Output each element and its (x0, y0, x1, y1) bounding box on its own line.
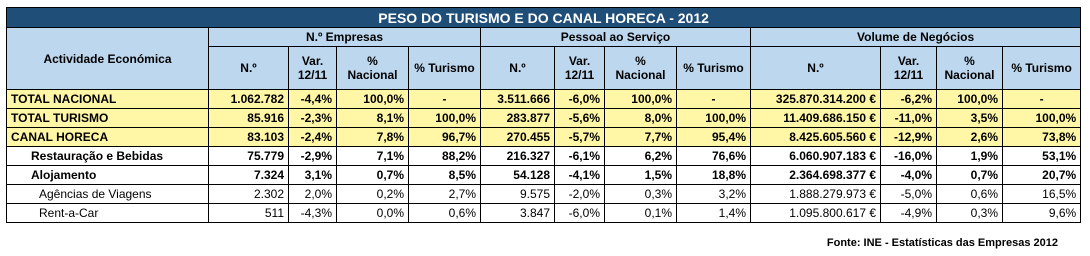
table-cell: 270.455 (481, 128, 555, 147)
table-row (7, 166, 1081, 185)
table-row (7, 204, 1081, 223)
row-label: Restauração e Bebidas (7, 147, 209, 166)
table-cell: - (1003, 90, 1081, 109)
table-cell: 100,0% (937, 90, 1003, 109)
header-group-volume: Volume de Negócios (751, 28, 1081, 47)
table-cell: 95,4% (677, 128, 751, 147)
table-cell: 0,6% (937, 185, 1003, 204)
table-cell: 1.888.279.973 € (751, 185, 881, 204)
table-cell: 9,6% (1003, 204, 1081, 223)
table-cell: 2,0% (289, 185, 337, 204)
subheader-n: N.º (209, 47, 289, 90)
table-cell: 1,9% (937, 147, 1003, 166)
table-cell: -2,3% (289, 109, 337, 128)
table-cell: 8,5% (409, 166, 481, 185)
table-cell: -6,2% (881, 90, 937, 109)
table-cell: 216.327 (481, 147, 555, 166)
source-note: Fonte: INE - Estatísticas das Empresas 2012 (826, 237, 1058, 249)
table-cell: 8.425.605.560 € (751, 128, 881, 147)
row-label: TOTAL NACIONAL (7, 90, 209, 109)
table-cell: 16,5% (1003, 185, 1081, 204)
row-label: Alojamento (7, 166, 209, 185)
table-cell: 7,1% (337, 147, 409, 166)
table-cell: 100,0% (605, 90, 677, 109)
table-cell: -6,0% (555, 204, 605, 223)
table-cell: 76,6% (677, 147, 751, 166)
table-cell: -4,9% (881, 204, 937, 223)
subheader-nacional: % Nacional (937, 47, 1003, 90)
table-cell: 6.060.907.183 € (751, 147, 881, 166)
row-label: CANAL HORECA (7, 128, 209, 147)
table-row (7, 147, 1081, 166)
table-cell: 2.364.698.377 € (751, 166, 881, 185)
row-label: Rent-a-Car (7, 204, 209, 223)
table-cell: 3,1% (289, 166, 337, 185)
table-cell: 1,4% (677, 204, 751, 223)
table-cell: 1.062.782 (209, 90, 289, 109)
table-cell: 11.409.686.150 € (751, 109, 881, 128)
table-cell: -2,0% (555, 185, 605, 204)
table-cell: 2,7% (409, 185, 481, 204)
table-cell: -5,6% (555, 109, 605, 128)
table-cell: 75.779 (209, 147, 289, 166)
table-cell: 0,3% (605, 185, 677, 204)
subheader-var: Var. 12/11 (881, 47, 937, 90)
table-cell: -4,3% (289, 204, 337, 223)
row-label: TOTAL TURISMO (7, 109, 209, 128)
table-title: PESO DO TURISMO E DO CANAL HORECA - 2012 (7, 8, 1081, 28)
table-cell: 53,1% (1003, 147, 1081, 166)
header-group-empresas: N.º Empresas (209, 28, 481, 47)
table-cell: -11,0% (881, 109, 937, 128)
table-cell: 18,8% (677, 166, 751, 185)
table-cell: 83.103 (209, 128, 289, 147)
subheader-var: Var. 12/11 (289, 47, 337, 90)
table-cell: 325.870.314.200 € (751, 90, 881, 109)
header-activity: Actividade Económica (7, 28, 209, 90)
table-cell: 7,8% (337, 128, 409, 147)
table-cell: 2.302 (209, 185, 289, 204)
table-cell: 88,2% (409, 147, 481, 166)
table-cell: 6,2% (605, 147, 677, 166)
table-cell: 3,5% (937, 109, 1003, 128)
table-cell: 100,0% (1003, 109, 1081, 128)
table-cell: 3.511.666 (481, 90, 555, 109)
table-cell: -5,7% (555, 128, 605, 147)
subheader-n: N.º (751, 47, 881, 90)
table-cell: 0,7% (937, 166, 1003, 185)
table-cell: 73,8% (1003, 128, 1081, 147)
table-cell: 3,2% (677, 185, 751, 204)
table-cell: -6,0% (555, 90, 605, 109)
table-cell: 8,0% (605, 109, 677, 128)
table-cell: 0,3% (937, 204, 1003, 223)
table-cell: 0,2% (337, 185, 409, 204)
table-cell: 1,5% (605, 166, 677, 185)
subheader-nacional: % Nacional (337, 47, 409, 90)
table-cell: 20,7% (1003, 166, 1081, 185)
table-row (7, 109, 1081, 128)
table-cell: -5,0% (881, 185, 937, 204)
subheader-nacional: % Nacional (605, 47, 677, 90)
table-body (7, 90, 1081, 223)
table-row (7, 90, 1081, 109)
table-cell: 1.095.800.617 € (751, 204, 881, 223)
header-group-pessoal: Pessoal ao Serviço (481, 28, 751, 47)
table-cell: 8,1% (337, 109, 409, 128)
table-row (7, 185, 1081, 204)
table-cell: -16,0% (881, 147, 937, 166)
table-cell: -2,9% (289, 147, 337, 166)
row-label: Agências de Viagens (7, 185, 209, 204)
table-cell: 0,0% (337, 204, 409, 223)
table-cell: 0,1% (605, 204, 677, 223)
table-cell: 96,7% (409, 128, 481, 147)
table-cell: - (677, 90, 751, 109)
table-cell: 85.916 (209, 109, 289, 128)
table-cell: 100,0% (337, 90, 409, 109)
table-cell: 100,0% (409, 109, 481, 128)
table-cell: 511 (209, 204, 289, 223)
table-cell: -6,1% (555, 147, 605, 166)
table-cell: 0,7% (337, 166, 409, 185)
data-table (6, 7, 1081, 223)
table-cell: - (409, 90, 481, 109)
table-cell: 7.324 (209, 166, 289, 185)
table-cell: -4,0% (881, 166, 937, 185)
table-cell: -4,4% (289, 90, 337, 109)
table-row (7, 128, 1081, 147)
table-cell: 3.847 (481, 204, 555, 223)
subheader-turismo: % Turismo (1003, 47, 1081, 90)
table-cell: 283.877 (481, 109, 555, 128)
subheader-var: Var. 12/11 (555, 47, 605, 90)
table-cell: 2,6% (937, 128, 1003, 147)
table-cell: 7,7% (605, 128, 677, 147)
table-cell: 54.128 (481, 166, 555, 185)
table-cell: 9.575 (481, 185, 555, 204)
table-cell: -2,4% (289, 128, 337, 147)
table-cell: -4,1% (555, 166, 605, 185)
table-cell: 0,6% (409, 204, 481, 223)
table-cell: -12,9% (881, 128, 937, 147)
table-cell: 100,0% (677, 109, 751, 128)
subheader-turismo: % Turismo (677, 47, 751, 90)
subheader-n: N.º (481, 47, 555, 90)
subheader-turismo: % Turismo (409, 47, 481, 90)
